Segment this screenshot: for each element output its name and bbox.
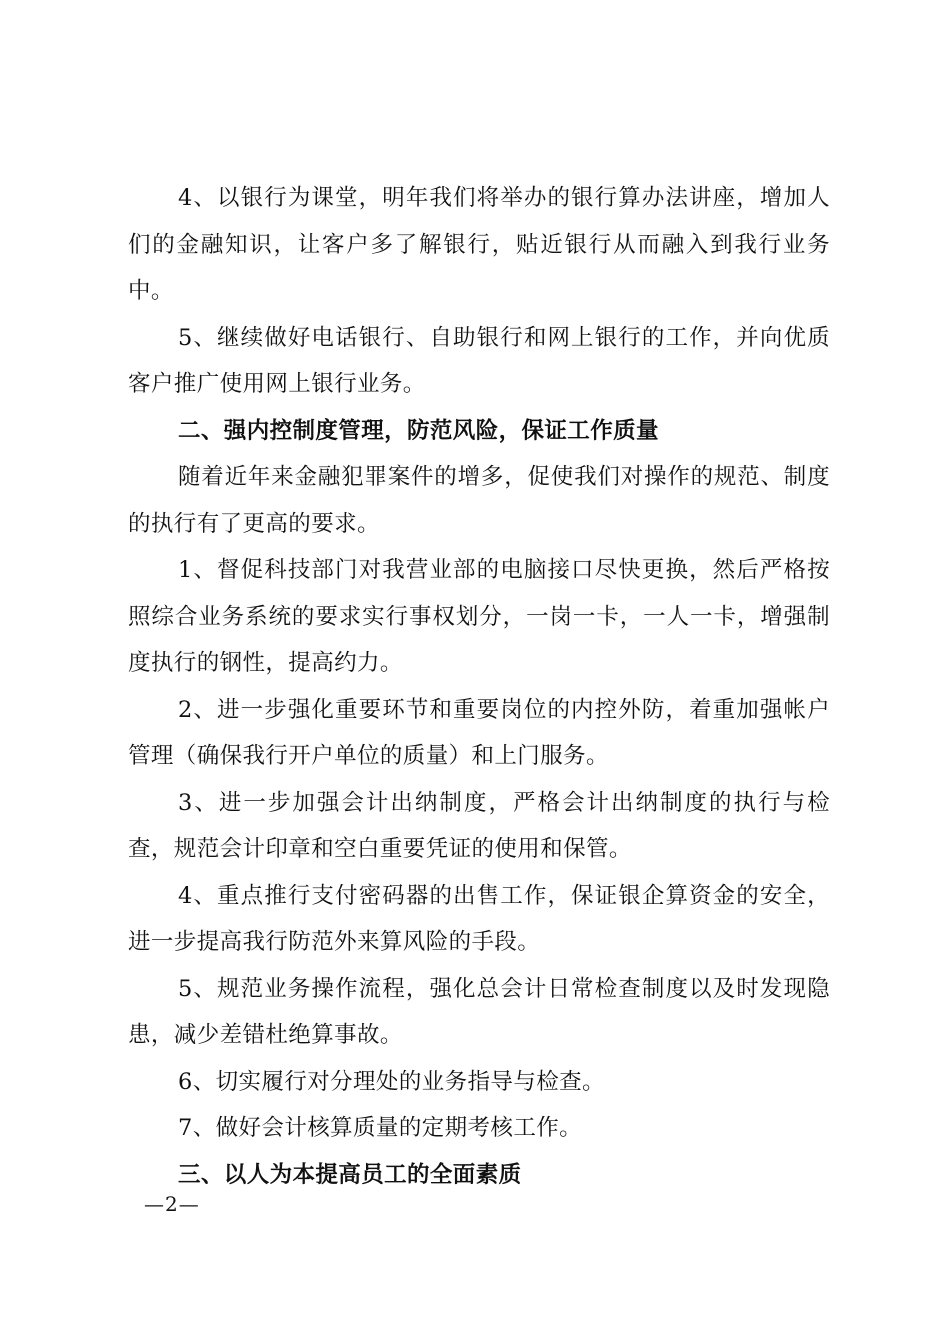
paragraph-item-5-process: 5、规范业务操作流程，强化总会计日常检查制度以及时发现隐患，减少差错杜绝算事故。 xyxy=(128,975,830,1048)
paragraph-item-2-internal-control: 2、进一步强化重要环节和重要岗位的内控外防，着重加强帐户管理（确保我行开户单位的质量）和上门服务。 xyxy=(128,696,830,769)
paragraph-item-4-lecture: 4、以银行为课堂，明年我们将举办的银行算办法讲座，增加人们的金融知识，让客户多了解银行，贴近银行从而融入到我行业务中。 xyxy=(128,185,830,304)
paragraph-item-4-password-device: 4、重点推行支付密码器的出售工作，保证银企算资金的安全，进一步提高我行防范外来算风险的手段。 xyxy=(128,882,830,955)
document-body xyxy=(128,175,830,1198)
paragraph-item-6-guidance: 6、切实履行对分理处的业务指导与检查。 xyxy=(178,1068,605,1095)
paragraph-item-7-assessment: 7、做好会计核算质量的定期考核工作。 xyxy=(178,1115,583,1141)
page-number: —2— xyxy=(144,1192,200,1216)
paragraph-item-1-interface: 1、督促科技部门对我营业部的电脑接口尽快更换，然后严格按照综合业务系统的要求实行事权划分，一岗一卡，一人一卡，增强制度执行的钢性，提高约力。 xyxy=(128,557,830,676)
section-heading-internal-control: 二、强内控制度管理，防范风险，保证工作质量 xyxy=(178,417,659,444)
section-heading-staff-quality: 三、以人为本提高员工的全面素质 xyxy=(178,1161,522,1188)
paragraph-item-3-cashier: 3、进一步加强会计出纳制度，严格会计出纳制度的执行与检查，规范会计印章和空白重要凭证的使用和保管。 xyxy=(128,789,830,862)
paragraph-item-5-e-banking: 5、继续做好电话银行、自助银行和网上银行的工作，并向优质客户推广使用网上银行业务。 xyxy=(128,324,830,397)
paragraph-intro-financial-crime: 随着近年来金融犯罪案件的增多，促使我们对操作的规范、制度的执行有了更高的要求。 xyxy=(128,464,830,537)
